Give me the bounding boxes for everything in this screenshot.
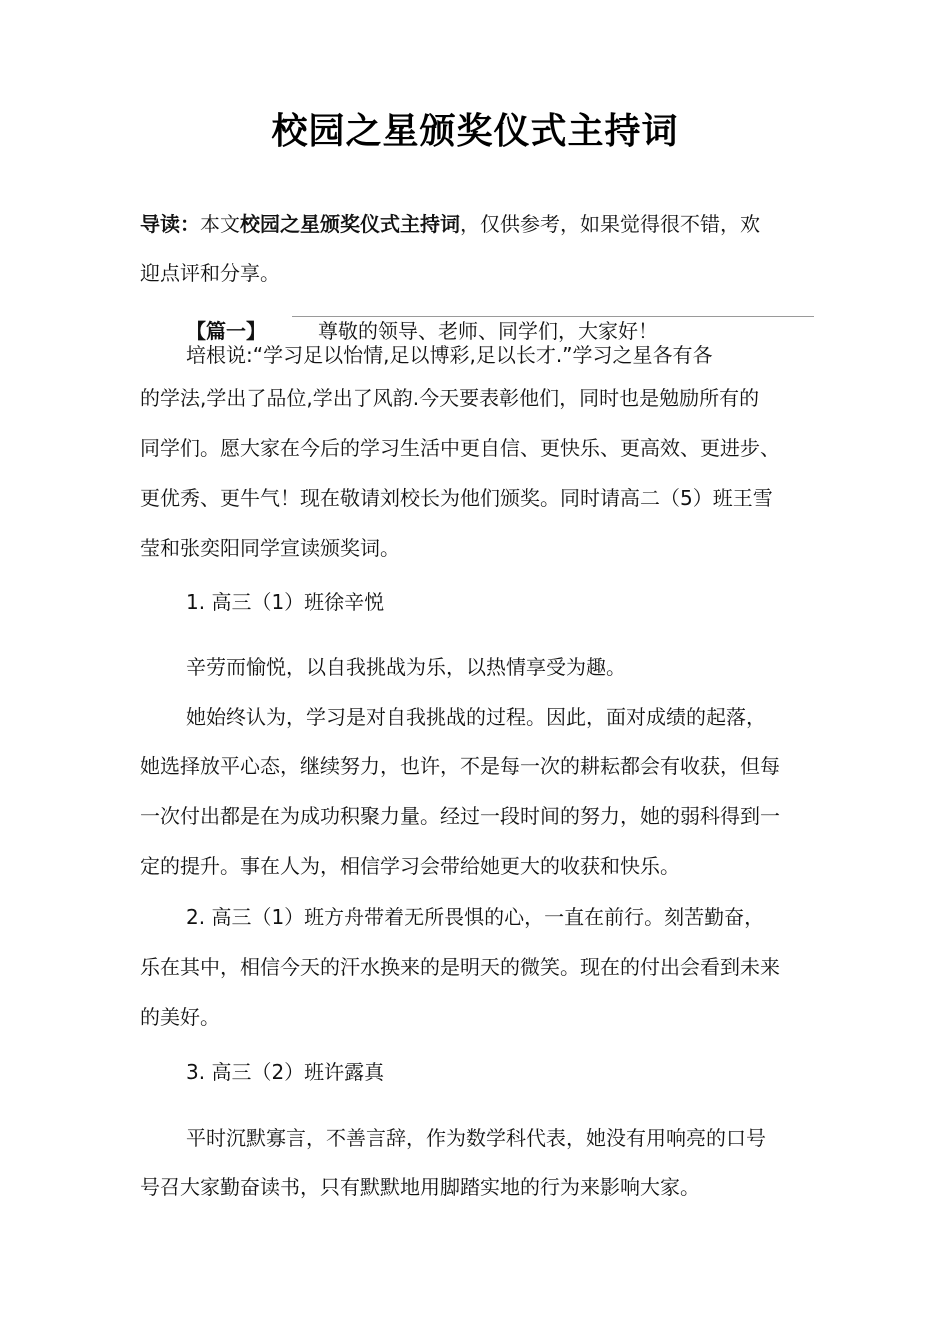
paragraph1-line-3: 同学们。愿大家在今后的学习生活中更自信、更快乐、更高效、更进步、: [140, 436, 780, 460]
item1-heading: 1. 高三（1）班徐辛悦: [186, 590, 385, 614]
paragraph1-line-4: 更优秀、更牛气！现在敬请刘校长为他们颁奖。同时请高二（5）班王雪: [140, 486, 773, 510]
item1-body-line-2: 她选择放平心态，继续努力，也许，不是每一次的耕耘都会有收获，但每: [140, 754, 780, 778]
intro-line-2: 迎点评和分享。: [140, 261, 280, 285]
item2-body-line-1: 2. 高三（1）班方舟带着无所畏惧的心，一直在前行。刻苦勤奋，: [186, 905, 765, 929]
intro-bold-title: 校园之星颁奖仪式主持词: [240, 212, 460, 236]
paragraph1-line-1: 培根说:“学习足以怡情,足以博彩,足以长才.”学习之星各有各: [186, 343, 713, 367]
document-title: 校园之星颁奖仪式主持词: [271, 111, 679, 152]
item3-body-line-1: 平时沉默寡言，不善言辞，作为数学科代表，她没有用响亮的口号: [186, 1126, 766, 1150]
intro-line-1: [140, 209, 830, 239]
intro-text-a: 本文: [200, 212, 240, 236]
paragraph1-line-5: 莹和张奕阳同学宣读颁奖词。: [140, 536, 400, 560]
item2-body-line-2: 乐在其中，相信今天的汗水换来的是明天的微笑。现在的付出会看到未来: [140, 955, 780, 979]
item1-motto: 辛劳而愉悦，以自我挑战为乐，以热情享受为趣。: [186, 655, 626, 679]
section-label: 【篇一】: [186, 319, 266, 343]
paragraph1-line-2: 的学法,学出了品位,学出了风韵.今天要表彰他们，同时也是勉励所有的: [140, 386, 760, 410]
item1-body-line-4: 定的提升。事在人为，相信学习会带给她更大的收获和快乐。: [140, 854, 680, 878]
item1-body-line-1: 她始终认为，学习是对自我挑战的过程。因此，面对成绩的起落，: [186, 705, 766, 729]
item3-body-line-2: 号召大家勤奋读书，只有默默地用脚踏实地的行为来影响大家。: [140, 1175, 700, 1199]
intro-text-b: ，仅供参考，如果觉得很不错，欢: [460, 212, 760, 236]
item2-body-line-3: 的美好。: [140, 1005, 220, 1029]
section-greeting: 尊敬的领导、老师、同学们，大家好！: [318, 319, 658, 343]
item3-heading: 3. 高三（2）班许露真: [186, 1060, 385, 1084]
intro-label: 导读：: [140, 212, 200, 236]
item1-body-line-3: 一次付出都是在为成功积聚力量。经过一段时间的努力，她的弱科得到一: [140, 804, 780, 828]
